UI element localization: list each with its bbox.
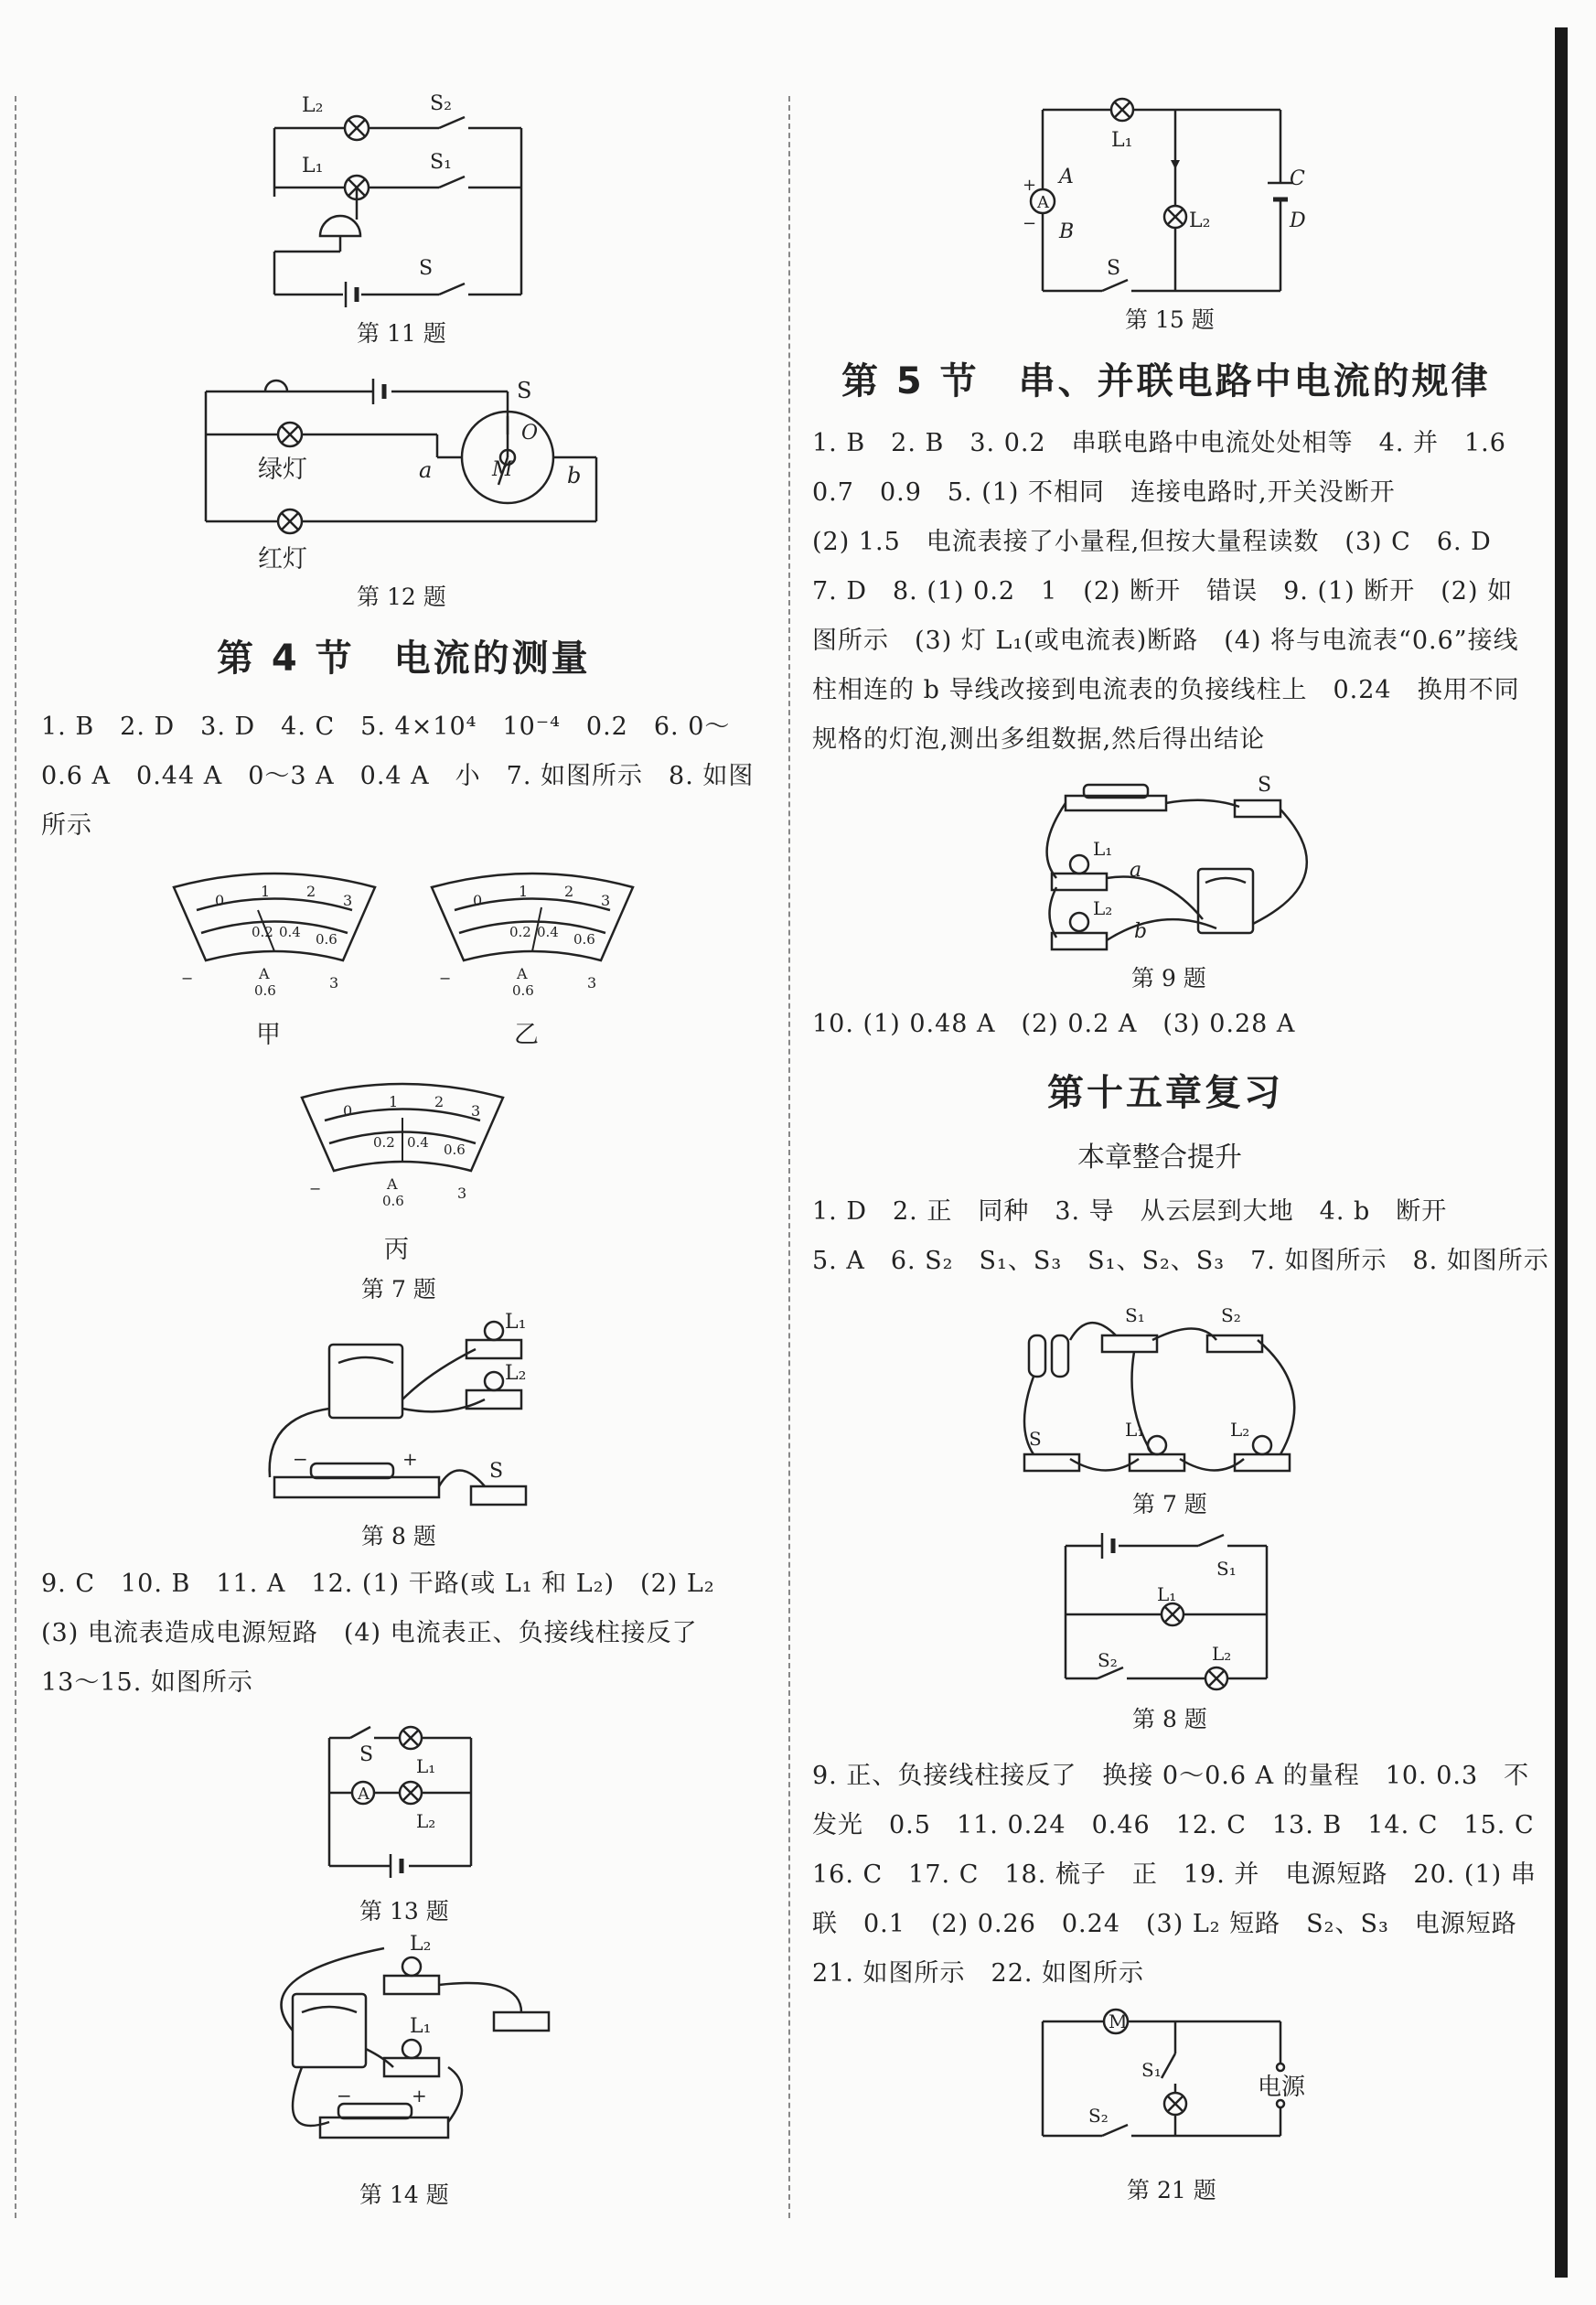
figure-caption-15: 第 15 题: [1125, 306, 1215, 333]
svg-text:A: A: [517, 965, 528, 982]
svg-text:L₁: L₁: [416, 1755, 436, 1777]
svg-text:0.2: 0.2: [373, 1134, 395, 1151]
svg-text:S₂: S₂: [1221, 1304, 1241, 1326]
figure-caption-8: 第 8 题: [361, 1523, 436, 1549]
answer-line: 1. B 2. B 3. 0.2 串联电路中电流处处相等 4. 并 1.6: [812, 429, 1506, 457]
figure-caption-12: 第 12 题: [357, 584, 446, 610]
svg-text:3: 3: [329, 974, 339, 992]
answer-line: 9. C 10. B 11. A 12. (1) 干路(或 L₁ 和 L₂) (2) L₂: [41, 1570, 715, 1598]
svg-text:3: 3: [471, 1102, 481, 1120]
svg-text:A: A: [387, 1175, 398, 1193]
svg-text:L₁: L₁: [410, 2015, 432, 2038]
circuit-diagram-11: [265, 91, 540, 302]
svg-text:L₂: L₂: [302, 94, 324, 117]
svg-text:0.6: 0.6: [254, 982, 276, 999]
svg-text:S₁: S₁: [1141, 2059, 1162, 2081]
circuit-diagram-15: [1015, 91, 1308, 302]
svg-text:−: −: [181, 970, 194, 987]
circuit-diagram-8r: [1047, 1528, 1285, 1692]
svg-text:L₁: L₁: [1125, 1419, 1145, 1441]
fig12-label-M: M: [492, 458, 513, 481]
svg-text:0.2: 0.2: [509, 924, 531, 940]
answer-line: (3) 电流表造成电源短路 (4) 电流表正、负接线柱接反了: [41, 1619, 698, 1647]
svg-text:3: 3: [587, 974, 597, 992]
svg-text:0: 0: [343, 1102, 353, 1120]
fig21-label-M: M: [1109, 2010, 1128, 2032]
fig12-label-red: 红灯: [258, 545, 307, 574]
chapter-review-subtitle: 本章整合提升: [1077, 1142, 1242, 1174]
svg-text:L₁: L₁: [505, 1311, 527, 1334]
answer-line: 13～15. 如图所示: [41, 1668, 253, 1697]
svg-text:3: 3: [457, 1185, 467, 1202]
svg-text:L₂: L₂: [1230, 1419, 1250, 1441]
svg-text:+: +: [402, 1448, 418, 1470]
svg-text:A: A: [1037, 193, 1049, 212]
svg-text:L₂: L₂: [416, 1810, 436, 1832]
answer-line: 发光 0.5 11. 0.24 0.46 12. C 13. B 14. C 15. C: [812, 1811, 1535, 1839]
circuit-diagram-21: [1034, 1994, 1326, 2150]
svg-text:2: 2: [306, 883, 316, 900]
svg-text:S: S: [1258, 774, 1272, 797]
svg-text:A: A: [358, 1785, 370, 1804]
apparatus-diagram-9: [1043, 768, 1317, 960]
meter-label-yi: 乙: [514, 1021, 539, 1049]
svg-text:S₁: S₁: [1125, 1304, 1145, 1326]
svg-text:S₂: S₂: [430, 92, 452, 115]
section-5-answers: [812, 419, 1544, 765]
svg-text:0.6: 0.6: [573, 931, 595, 948]
svg-text:S: S: [1029, 1428, 1042, 1450]
apparatus-diagram-14: [247, 1933, 576, 2150]
svg-text:C: C: [1290, 167, 1305, 190]
svg-text:S: S: [489, 1460, 504, 1483]
fig21-label-power: 电源: [1258, 2074, 1306, 2101]
svg-text:0.4: 0.4: [407, 1134, 429, 1151]
svg-text:0: 0: [473, 892, 483, 909]
meter-label-bing: 丙: [384, 1236, 409, 1264]
svg-text:2: 2: [434, 1093, 445, 1110]
svg-text:S: S: [359, 1743, 374, 1766]
answer-line: 1. D 2. 正 同种 3. 导 从云层到大地 4. b 断开: [812, 1197, 1448, 1226]
svg-text:L₂: L₂: [1093, 897, 1113, 919]
svg-text:0.6: 0.6: [444, 1142, 466, 1158]
svg-text:L₁: L₁: [1157, 1583, 1177, 1605]
svg-text:2: 2: [564, 883, 574, 900]
circuit-diagram-12: [201, 366, 604, 595]
circuit-diagram-13: [325, 1720, 508, 1893]
svg-text:3: 3: [601, 892, 611, 909]
svg-text:−: −: [439, 970, 452, 987]
answer-line: 图所示 (3) 灯 L₁(或电流表)断路 (4) 将与电流表“0.6”接线: [812, 627, 1519, 655]
answer-line: 9. 正、负接线柱接反了 换接 0～0.6 A 的量程 10. 0.3 不: [812, 1762, 1530, 1790]
svg-text:S₂: S₂: [1098, 1649, 1118, 1671]
svg-text:L₂: L₂: [505, 1362, 527, 1385]
answer-line: 0.6 A 0.44 A 0～3 A 0.4 A 小 7. 如图所示 8. 如图: [41, 762, 755, 790]
svg-text:3: 3: [343, 892, 353, 909]
svg-text:L₂: L₂: [1189, 209, 1211, 232]
figure-caption-7: 第 7 题: [361, 1276, 436, 1303]
svg-text:−: −: [1023, 214, 1037, 233]
svg-text:A: A: [259, 965, 270, 982]
svg-text:+: +: [412, 2085, 427, 2107]
fig12-label-green: 绿灯: [258, 456, 307, 484]
svg-text:1: 1: [389, 1093, 399, 1110]
svg-text:L₁: L₁: [1111, 129, 1133, 152]
fig12-label-S: S: [517, 378, 532, 403]
answer-line: (2) 1.5 电流表接了小量程,但按大量程读数 (3) C 6. D: [812, 528, 1492, 556]
answer-line: 规格的灯泡,测出多组数据,然后得出结论: [812, 725, 1266, 754]
svg-text:1: 1: [261, 883, 271, 900]
fig12-label-a: a: [419, 457, 433, 483]
answer-line: 21. 如图所示 22. 如图所示: [812, 1959, 1145, 1988]
figure-caption-14: 第 14 题: [359, 2182, 449, 2208]
figure-caption-7r: 第 7 题: [1132, 1491, 1207, 1517]
answer-line: 7. D 8. (1) 0.2 1 (2) 断开 错误 9. (1) 断开 (2) 如: [812, 577, 1514, 606]
section-4-title: 第 4 节 电流的测量: [217, 638, 591, 680]
answer-line: 0.7 0.9 5. (1) 不相同 连接电路时,开关没断开: [812, 478, 1396, 507]
left-margin-line: [15, 96, 16, 2218]
apparatus-diagram-7r: [1015, 1299, 1326, 1482]
figure-caption-8r: 第 8 题: [1132, 1706, 1207, 1732]
answer-line: 1. B 2. D 3. D 4. C 5. 4×10⁴ 10⁻⁴ 0.2 6. 0～: [41, 713, 731, 741]
svg-text:S₁: S₁: [430, 151, 452, 174]
svg-text:0: 0: [215, 892, 225, 909]
svg-text:L₁: L₁: [302, 155, 324, 177]
svg-text:S: S: [1107, 257, 1121, 280]
figure-caption-11: 第 11 题: [357, 320, 446, 347]
svg-text:A: A: [1059, 166, 1074, 188]
svg-text:−: −: [309, 1180, 322, 1197]
svg-text:a: a: [1130, 859, 1142, 882]
answer-line: 柱相连的 b 导线改接到电流表的负接线柱上 0.24 换用不同: [812, 676, 1520, 704]
figure-caption-9: 第 9 题: [1131, 965, 1206, 992]
answer-line: 16. C 17. C 18. 梳子 正 19. 并 电源短路 20. (1) 串: [812, 1860, 1537, 1889]
svg-text:−: −: [293, 1448, 308, 1470]
svg-text:0.6: 0.6: [316, 931, 337, 948]
ammeter-diagram-bing: [293, 1079, 512, 1271]
fig12-label-O: O: [521, 422, 539, 445]
svg-text:S: S: [419, 257, 434, 280]
meter-label-jia: 甲: [256, 1021, 281, 1049]
chapter-review-title: 第十五章复习: [1047, 1072, 1283, 1114]
svg-text:L₂: L₂: [1212, 1643, 1232, 1665]
ammeter-diagram-jia: [165, 869, 384, 1052]
svg-text:S₁: S₁: [1216, 1558, 1237, 1580]
svg-text:0.4: 0.4: [279, 924, 301, 940]
svg-text:L₁: L₁: [1093, 838, 1113, 860]
svg-text:D: D: [1290, 209, 1306, 232]
section-5-answer-10: 10. (1) 0.48 A (2) 0.2 A (3) 0.28 A: [812, 1010, 1296, 1038]
column-divider: [788, 96, 790, 2218]
svg-text:B: B: [1059, 220, 1075, 243]
svg-text:L₂: L₂: [410, 1933, 432, 1956]
answer-line: 所示: [41, 811, 92, 840]
svg-text:0.2: 0.2: [252, 924, 273, 940]
review-answers-continued: [812, 1752, 1544, 1999]
apparatus-diagram-8: [265, 1308, 576, 1518]
page-edge-bar: [1555, 27, 1568, 2278]
figure-caption-13: 第 13 题: [359, 1898, 449, 1924]
svg-text:S₂: S₂: [1088, 2105, 1109, 2127]
fig12-label-b: b: [567, 463, 582, 488]
figure-caption-21: 第 21 题: [1127, 2177, 1216, 2203]
section-4-answers: [41, 702, 773, 851]
section-5-title: 第 5 节 串、并联电路中电流的规律: [841, 360, 1491, 402]
svg-text:b: b: [1134, 920, 1148, 943]
answer-line: 联 0.1 (2) 0.26 0.24 (3) L₂ 短路 S₂、S₃ 电源短路: [812, 1910, 1517, 1938]
section-4-answers-continued: [41, 1560, 773, 1708]
ammeter-diagram-yi: [423, 869, 642, 1052]
svg-text:−: −: [337, 2085, 352, 2107]
svg-text:+: +: [1023, 176, 1037, 195]
svg-text:0.4: 0.4: [537, 924, 559, 940]
svg-text:0.6: 0.6: [382, 1193, 404, 1209]
review-answers: [812, 1187, 1549, 1286]
svg-text:0.6: 0.6: [512, 982, 534, 999]
svg-text:1: 1: [519, 883, 529, 900]
answer-line: 5. A 6. S₂ S₁、S₃ S₁、S₂、S₃ 7. 如图所示 8. 如图所示: [812, 1247, 1549, 1275]
